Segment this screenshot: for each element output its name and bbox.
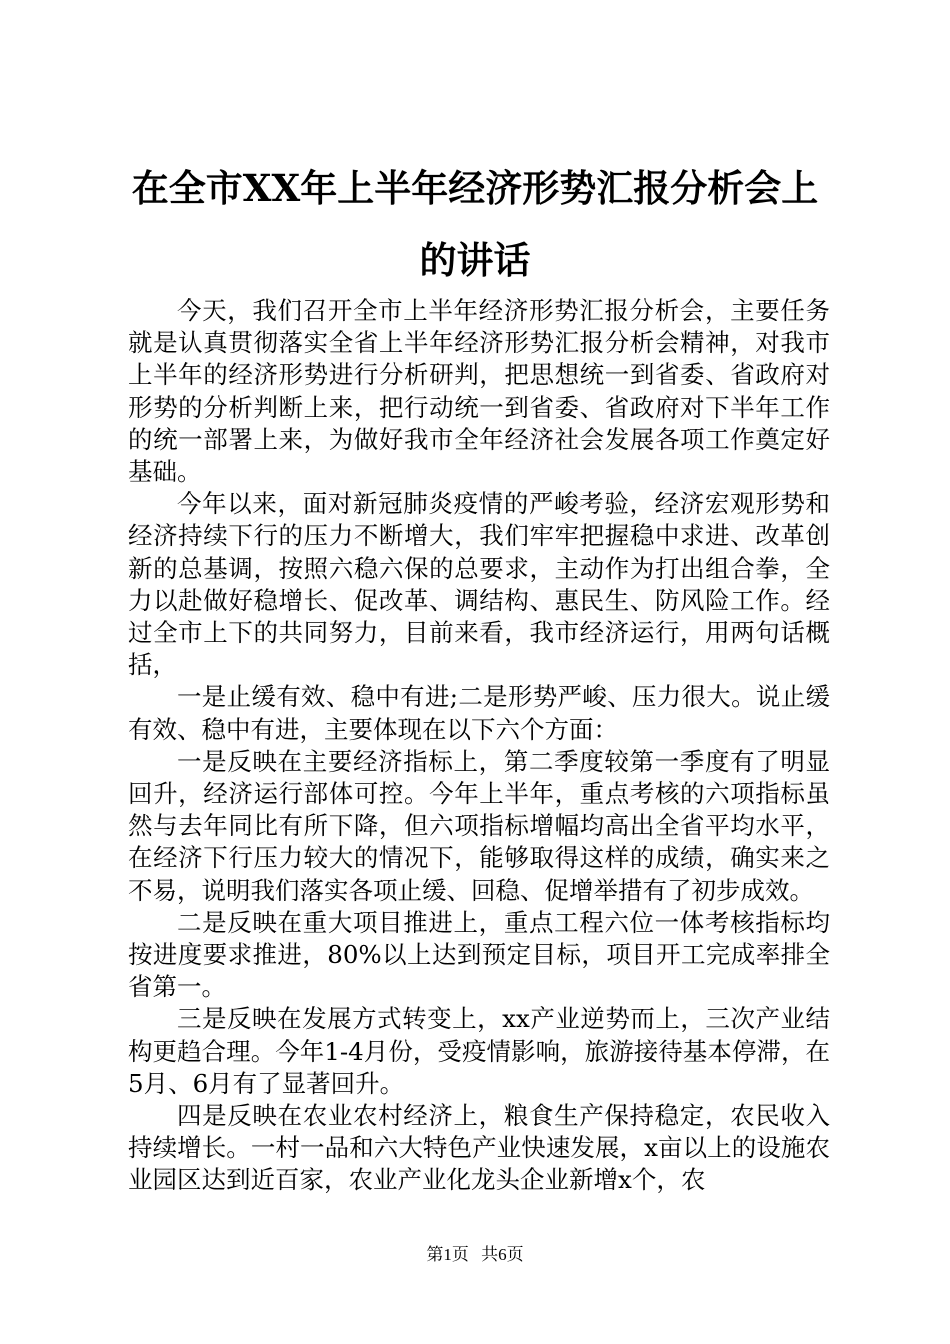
paragraph: 一是反映在主要经济指标上，第二季度较第一季度有了明显回升，经济运行部体可控。今年上半年，重点考核的六项指标虽然与去年同比有所下降，但六项指标增幅均高出全省平均水平，在经济下行压力较大的情况下，能够取得这样的成绩，确实来之不易，说明我们落实各项止缓、回稳、促增举措有了初步成效。 bbox=[128, 746, 830, 905]
page-number: 第1页 bbox=[426, 1245, 469, 1264]
paragraph: 三是反映在发展方式转变上，xx产业逆势而上，三次产业结构更趋合理。今年1-4月份，受疫情影响，旅游接待基本停滞，在5月、6月有了显著回升。 bbox=[128, 1004, 830, 1098]
page-total: 共6页 bbox=[481, 1245, 524, 1264]
page-footer bbox=[0, 1244, 950, 1266]
paragraph: 二是反映在重大项目推进上，重点工程六位一体考核指标均按进度要求推进，80%以上达到预定目标，项目开工完成率排全省第一。 bbox=[128, 907, 830, 1002]
paragraph: 一是止缓有效、稳中有进;二是形势严峻、压力很大。说止缓有效、稳中有进，主要体现在以下六个方面： bbox=[128, 682, 830, 744]
paragraph: 今年以来，面对新冠肺炎疫情的严峻考验，经济宏观形势和经济持续下行的压力不断增大，我们牢牢把握稳中求进、改革创新的总基调，按照六稳六保的总要求，主动作为打出组合拳，全力以赴做好稳增长、促改革、调结构、惠民生、防风险工作。经过全市上下的共同努力，目前来看，我市经济运行，用两句话概括， bbox=[128, 489, 830, 680]
document-body bbox=[128, 295, 830, 1197]
paragraph: 四是反映在农业农村经济上，粮食生产保持稳定，农民收入持续增长。一村一品和六大特色产业快速发展，x亩以上的设施农业园区达到近百家，农业产业化龙头企业新增x个，农 bbox=[128, 1101, 830, 1195]
document-title: 在全市XX年上半年经济形势汇报分析会上的讲话 bbox=[131, 166, 819, 282]
paragraph: 今天，我们召开全市上半年经济形势汇报分析会，主要任务就是认真贯彻落实全省上半年经济形势汇报分析会精神，对我市上半年的经济形势进行分析研判，把思想统一到省委、省政府对形势的分析判断上来，把行动统一到省委、省政府对下半年工作的统一部署上来，为做好我市全年经济社会发展各项工作奠定好基础。 bbox=[128, 296, 830, 487]
